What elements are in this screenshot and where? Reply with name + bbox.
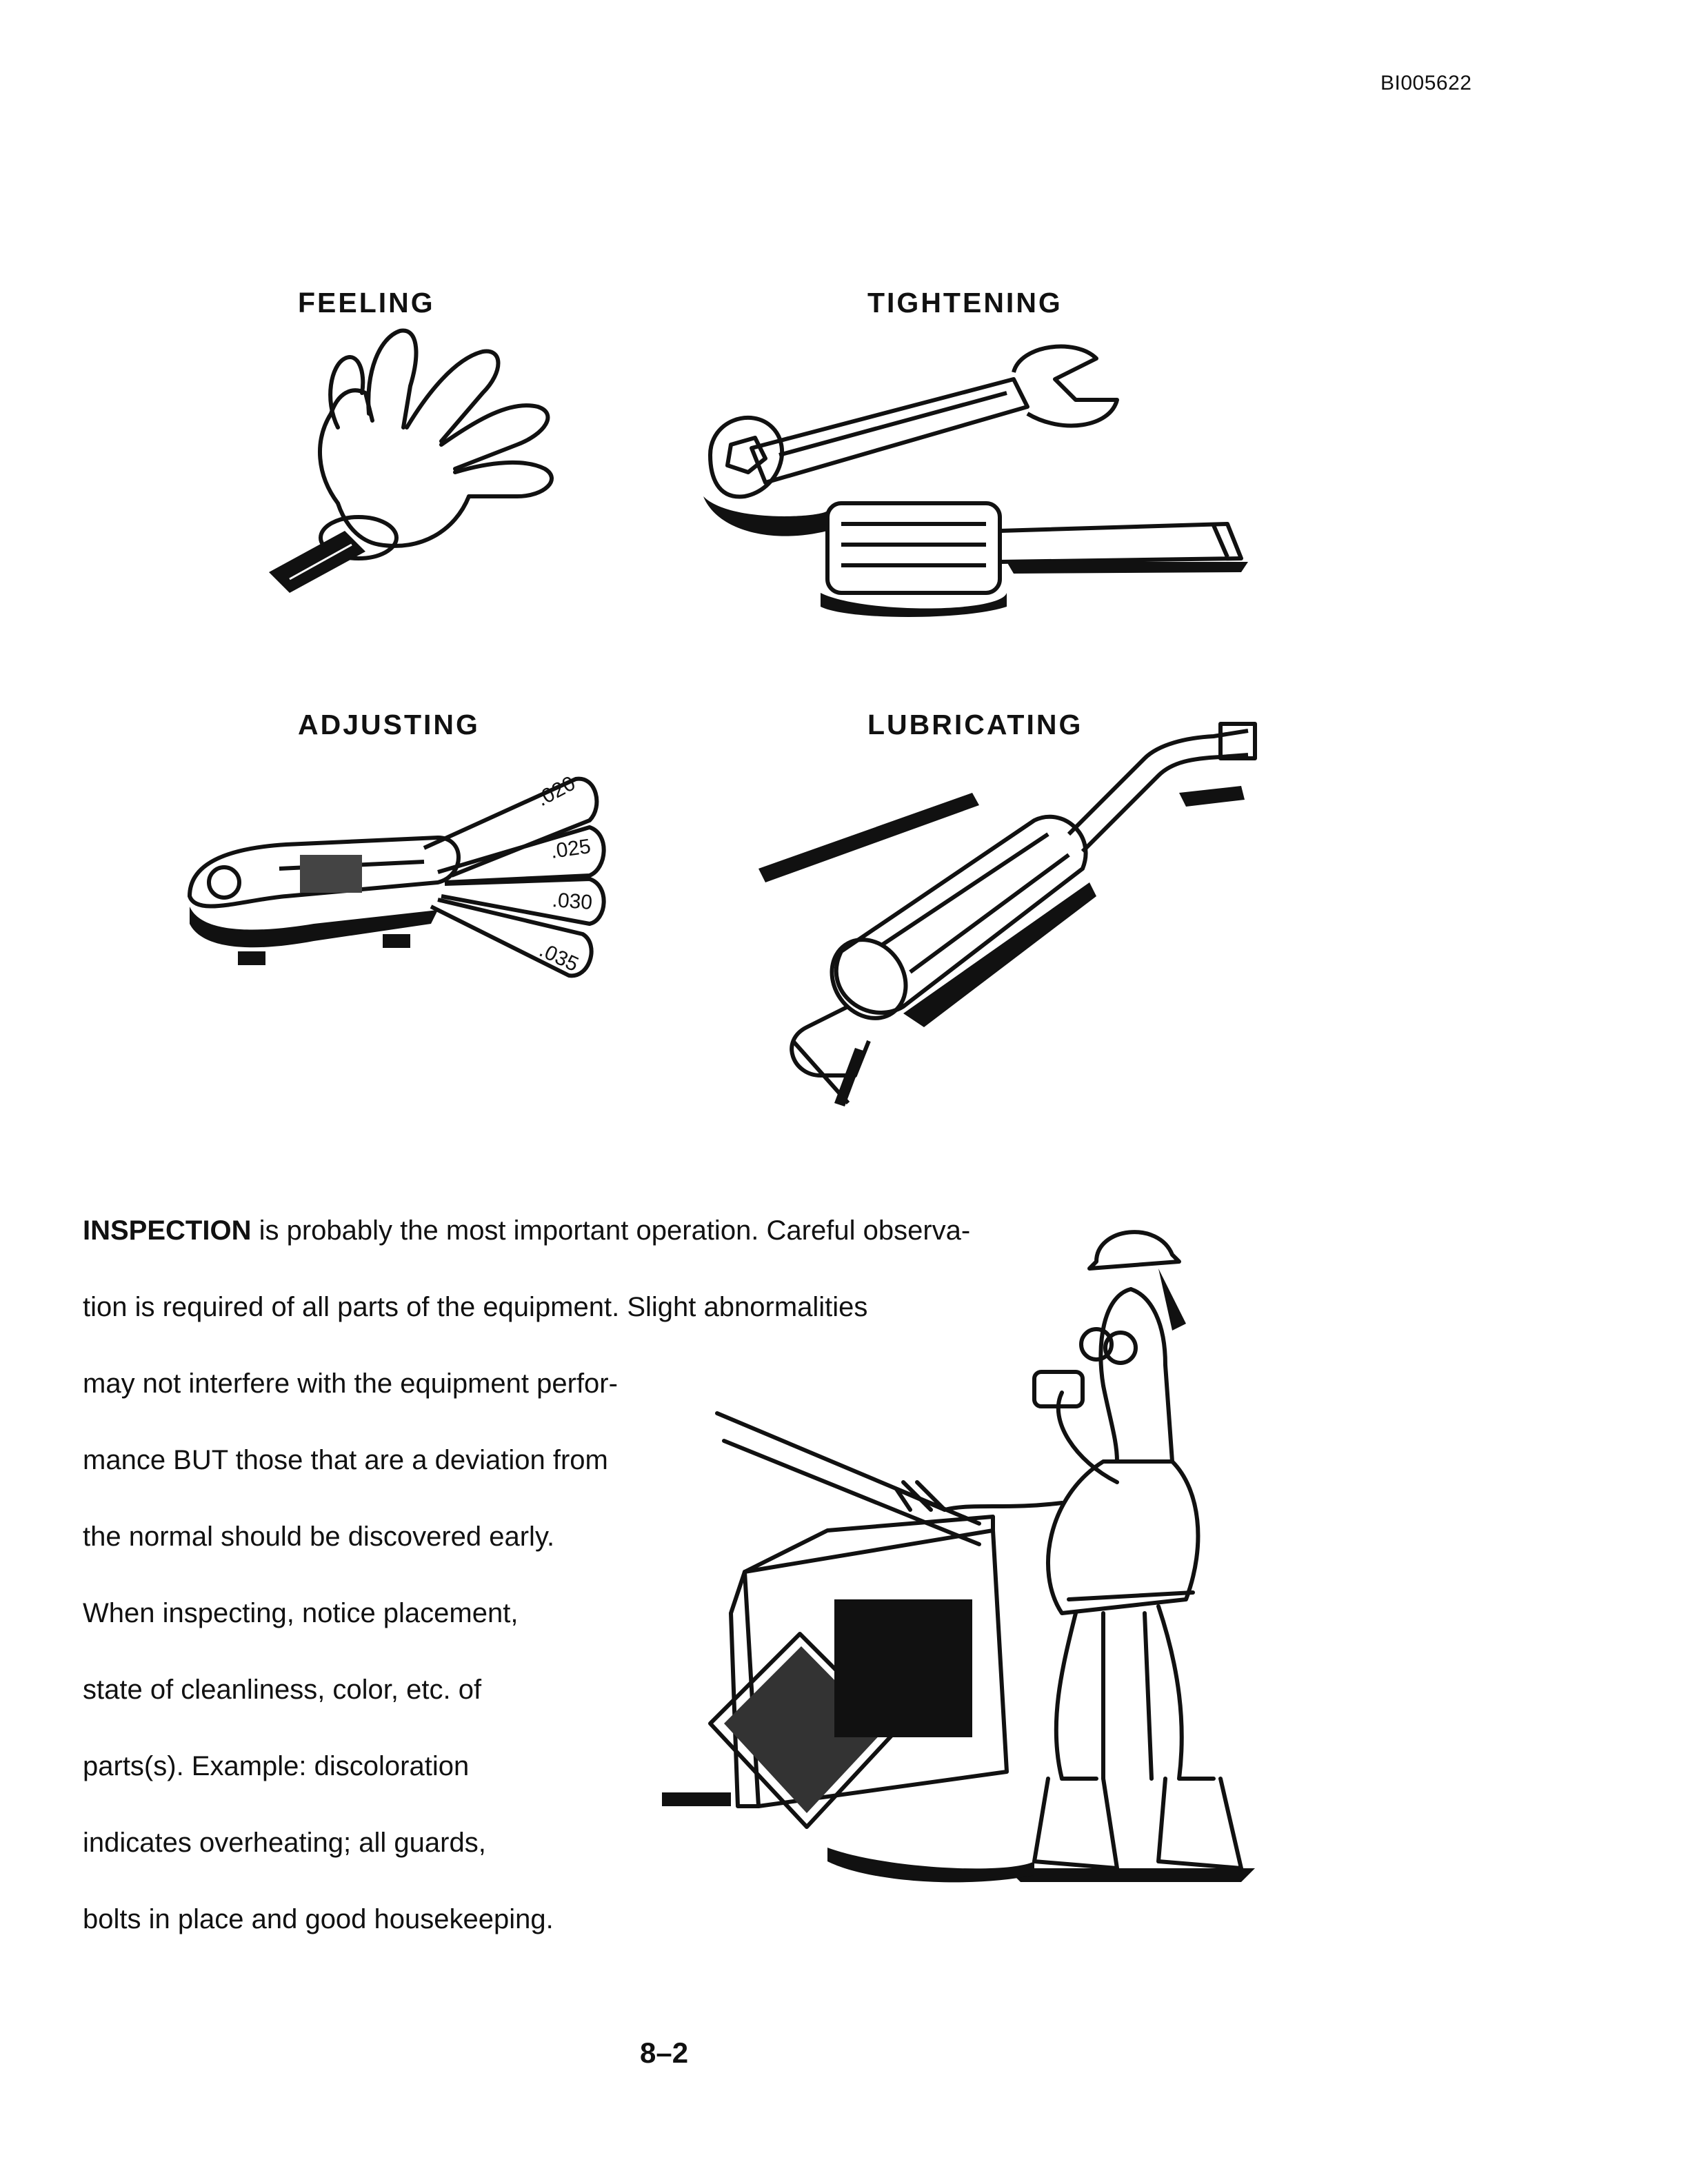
caption-lubricating: LUBRICATING: [867, 709, 1083, 740]
inspection-line-3: may not interfere with the equipment perfor-: [83, 1368, 618, 1399]
gauge-label-030: .030: [551, 889, 594, 915]
inspection-lead: INSPECTION: [83, 1215, 252, 1246]
inspection-line-4: mance BUT those that are a deviation from: [83, 1445, 608, 1475]
gauge-label-035: .035: [536, 938, 582, 977]
caption-adjusting: ADJUSTING: [298, 709, 480, 740]
caption-feeling: FEELING: [298, 287, 435, 318]
inspection-line-7: state of cleanliness, color, etc. of: [83, 1675, 482, 1705]
inspection-line-9: indicates overheating; all guards,: [83, 1828, 486, 1858]
wrench-screwdriver-icon: [690, 324, 1269, 620]
inspection-line-8: parts(s). Example: discoloration: [83, 1751, 470, 1781]
inspection-line-10: bolts in place and good housekeeping.: [83, 1904, 554, 1934]
inspection-line-2: tion is required of all parts of the equipment. Slight abnormalities: [83, 1292, 868, 1322]
document-id: BI005622: [1380, 72, 1472, 94]
grease-gun-icon: [745, 717, 1269, 1110]
worker-inspecting-machine-icon: [621, 1186, 1269, 1930]
inspection-line-1-rest: is probably the most important operation. Careful observa-: [251, 1215, 971, 1246]
caption-tightening: TIGHTENING: [867, 287, 1063, 318]
feeler-gauge-icon: [176, 758, 617, 1020]
gauge-label-020: .020: [532, 771, 579, 811]
gauge-label-025: .025: [549, 835, 592, 863]
page-number: 8–2: [640, 2036, 689, 2069]
inspection-line-6: When inspecting, notice placement,: [83, 1598, 519, 1628]
hand-icon: [248, 310, 579, 600]
inspection-line-5: the normal should be discovered early.: [83, 1521, 555, 1552]
